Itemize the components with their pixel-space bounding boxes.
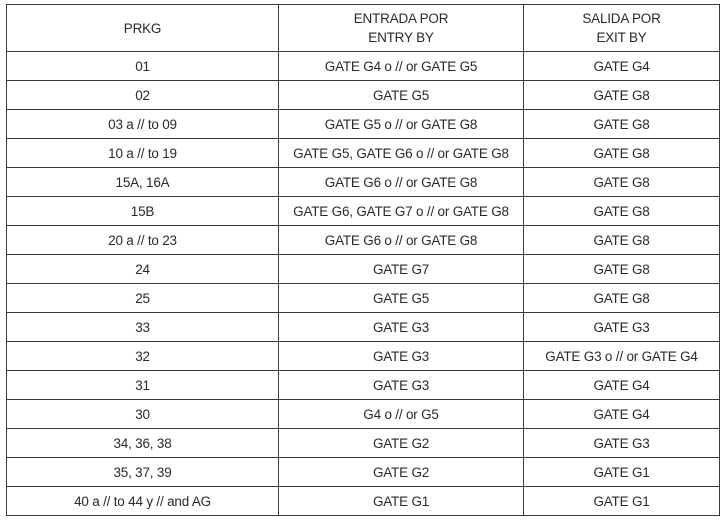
cell-prkg: 10 a // to 19 — [7, 139, 279, 168]
cell-exit: GATE G8 — [524, 110, 720, 139]
cell-prkg: 25 — [7, 284, 279, 313]
cell-prkg: 32 — [7, 342, 279, 371]
cell-entry: GATE G1 — [279, 487, 524, 516]
table-row — [7, 284, 720, 313]
cell-exit: GATE G4 — [524, 52, 720, 81]
cell-entry: GATE G6 o // or GATE G8 — [279, 168, 524, 197]
table-row — [7, 81, 720, 110]
cell-exit: GATE G8 — [524, 284, 720, 313]
header-entry-line2: ENTRY BY — [368, 30, 434, 45]
table-row — [7, 110, 720, 139]
cell-exit: GATE G3 — [524, 429, 720, 458]
cell-exit: GATE G8 — [524, 226, 720, 255]
cell-prkg: 30 — [7, 400, 279, 429]
cell-exit: GATE G8 — [524, 139, 720, 168]
header-prkg — [7, 5, 279, 52]
parking-gates-table — [6, 4, 720, 516]
header-exit-line1: SALIDA POR — [582, 11, 661, 26]
header-entry-line1: ENTRADA POR — [353, 11, 449, 26]
cell-prkg: 02 — [7, 81, 279, 110]
header-exit — [524, 5, 720, 52]
cell-exit: GATE G1 — [524, 487, 720, 516]
table-row — [7, 226, 720, 255]
cell-exit: GATE G4 — [524, 371, 720, 400]
header-entry — [279, 5, 524, 52]
cell-entry: GATE G5 — [279, 81, 524, 110]
cell-prkg: 03 a // to 09 — [7, 110, 279, 139]
cell-entry: GATE G5, GATE G6 o // or GATE G8 — [279, 139, 524, 168]
cell-exit: GATE G8 — [524, 168, 720, 197]
table-row — [7, 313, 720, 342]
cell-exit: GATE G1 — [524, 458, 720, 487]
cell-exit: GATE G8 — [524, 81, 720, 110]
table-row — [7, 429, 720, 458]
cell-prkg: 34, 36, 38 — [7, 429, 279, 458]
cell-entry: GATE G5 o // or GATE G8 — [279, 110, 524, 139]
cell-entry: GATE G3 — [279, 313, 524, 342]
cell-prkg: 35, 37, 39 — [7, 458, 279, 487]
table-row — [7, 197, 720, 226]
cell-entry: GATE G4 o // or GATE G5 — [279, 52, 524, 81]
cell-exit: GATE G3 o // or GATE G4 — [524, 342, 720, 371]
header-row — [7, 5, 720, 52]
cell-exit: GATE G8 — [524, 197, 720, 226]
cell-entry: GATE G2 — [279, 429, 524, 458]
cell-prkg: 40 a // to 44 y // and AG — [7, 487, 279, 516]
table-row — [7, 168, 720, 197]
cell-entry: GATE G6, GATE G7 o // or GATE G8 — [279, 197, 524, 226]
cell-prkg: 15A, 16A — [7, 168, 279, 197]
table-row — [7, 255, 720, 284]
cell-entry: GATE G3 — [279, 342, 524, 371]
table-row — [7, 458, 720, 487]
table-row — [7, 342, 720, 371]
cell-entry: GATE G6 o // or GATE G8 — [279, 226, 524, 255]
table-row — [7, 487, 720, 516]
cell-exit: GATE G4 — [524, 400, 720, 429]
cell-entry: GATE G5 — [279, 284, 524, 313]
cell-prkg: 15B — [7, 197, 279, 226]
cell-entry: G4 o // or G5 — [279, 400, 524, 429]
table-row — [7, 52, 720, 81]
cell-prkg: 31 — [7, 371, 279, 400]
cell-entry: GATE G3 — [279, 371, 524, 400]
cell-prkg: 24 — [7, 255, 279, 284]
header-exit-line2: EXIT BY — [596, 30, 647, 45]
cell-prkg: 20 a // to 23 — [7, 226, 279, 255]
cell-prkg: 33 — [7, 313, 279, 342]
table-row — [7, 371, 720, 400]
table-row — [7, 139, 720, 168]
table-row — [7, 400, 720, 429]
cell-exit: GATE G3 — [524, 313, 720, 342]
cell-exit: GATE G8 — [524, 255, 720, 284]
header-prkg-label: PRKG — [123, 20, 162, 36]
cell-prkg: 01 — [7, 52, 279, 81]
cell-entry: GATE G7 — [279, 255, 524, 284]
cell-entry: GATE G2 — [279, 458, 524, 487]
